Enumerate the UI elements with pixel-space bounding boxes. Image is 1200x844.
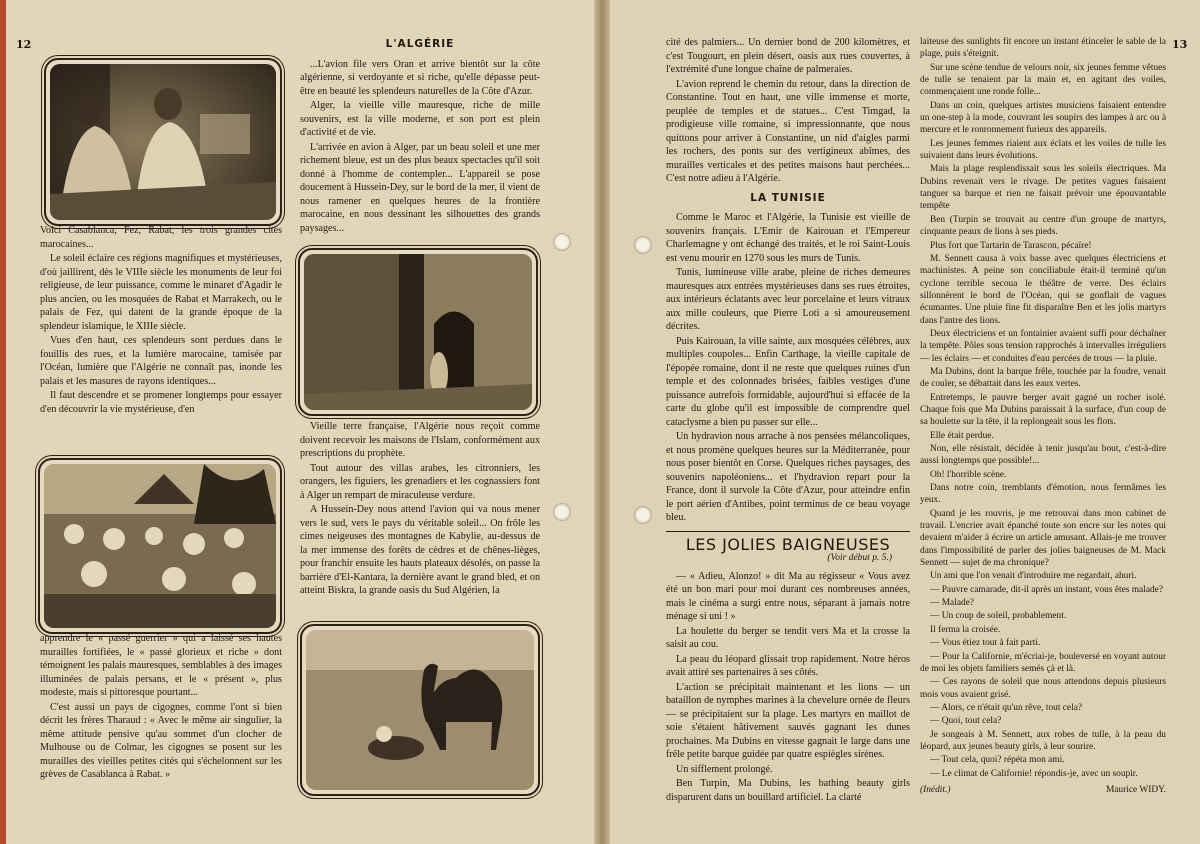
paragraph: — « Adieu, Alonzo! » dit Ma au régisseur « Vous avez été un bon mari pour moi durant ces nombreuses années, mais le cinéma a surgi entre nous, séparant à jamais notre ménage si uni ! » — [666, 570, 910, 622]
photo-camel-desert-image — [306, 630, 534, 790]
paragraph: Sur une scène tendue de velours noir, six jeunes femme vêtues de tulle se tenaient par la main et, en agitant des voiles, commençaient une ronde folle... — [920, 62, 1166, 98]
paragraph: Un ami que l'on venait d'introduire me regardait, ahuri. — [930, 571, 1137, 582]
paragraph: M. Sennett causa à voix basse avec quelques électriciens et machinistes. A peine son conciliabule était-il terminé qu'un cyclone terrible secoua le théâtre de verre. Des éclairs sillonnèrent le bord de l'Océan, qui se gonflait de vagues écumantes. Une pluie fine fit disparaître Ben et les jolis martyrs dans l'antre des lions. — [920, 253, 1166, 326]
paragraph: Quand je les rouvris, je me retrouvai dans mon cabinet de travail. L'encrier avait épanché toute son encre sur les notes qui devaient m'aider à écrire un article amusant. Allais-je me trouver dans l'impossibilité de parler des jolies baigneuses de M. Mack Sennett — sujet de ma chronique? — [920, 508, 1166, 569]
paragraph: Un hydravion nous arrache à nos pensées mélancoliques, et nous promène quelques heures sur la Méditerranée, pour nous poser bientôt en Corse. Quelques riches paysages, des souvenirs napoléoniens... et l'hydravion repart pour la France, dont il survole la Côte d'Azur, pour atteindre enfin le port aérien d'Antibes, point terminus de ce beau voyage bleu. — [666, 431, 910, 523]
paragraph: Comme le Maroc et l'Algérie, la Tunisie est vieille de souvenirs français. L'Emir de Kairouan et l'Empereur Charlemagne y ont échangé des traités, et le roi Saint-Louis est venu mourir en 1270 sous les murs de Tunis. — [666, 212, 910, 264]
paragraph: ...L'avion file vers Oran et arrive bientôt sur la côte algérienne, si verdoyante et si riche, qu'elle dépasse peut-être en beauté les splendeurs naturelles de la Côte d'Azur. — [300, 58, 540, 97]
paragraph: — Un coup de soleil, probablement. — [930, 611, 1067, 622]
section-heading-tunisie: LA TUNISIE — [750, 191, 826, 204]
photo-market-crowd — [38, 458, 282, 634]
paragraph: — Ces rayons de soleil que nous attendons depuis plusieurs mois vous avaient grisé. — [920, 677, 1166, 700]
page-number-right: 13 — [1172, 38, 1188, 51]
paragraph: Ben (Turpin se trouvait au centre d'un groupe de martyrs, cinquante peaux de lions à ses pieds. — [920, 214, 1166, 238]
story-subtitle: (Voir début p. 5.) — [827, 553, 892, 563]
paragraph: Ben Turpin, Ma Dubins, les bathing beauty girls disparurent dans un bouillard artificiel. La clarté — [666, 778, 910, 803]
paragraph: L'avion reprend le chemin du retour, dans la direction de Constantine. Tout en haut, une ville immense et morte, peuplée de temples et de statues... C'est Timgad, la prodigieuse ville romaine, si impressionnante, que nous quittons pour arriver à Constantine, un nid d'aigles parmi les rochers, des ponts sur des vertigineux abîmes, des murailles verticales et des petites maisons haut perchées... C'est notre adieu à l'Algérie. — [666, 78, 910, 184]
paragraph: L'arrivée en avion à Alger, par un beau soleil et une mer richement bleue, est un des plus beaux spectacles qu'il soit donné à l'homme de contempler... L'appareil se pose doucement à Hussein-Dey, sur le bord de la mer, il vient de nous ramener en quelques heures de la frontière marocaine, en nous dessinant les silhouettes des grands paysages... — [300, 141, 540, 234]
paragraph: Mais la plage resplendissait sous les soleils électriques. Ma Dubins revenait vers le rivage. De petites vagues faisaient tanguer sa barque et rien ne faisait prévoir une épouvantable tempête — [920, 164, 1166, 212]
paragraph: C'est aussi un pays de cigognes, comme l'ont si bien décrit les frères Tharaud : « Avec le même air singulier, la même attitude pensive qu'au sommet d'un clocher de Mulhouse ou de Colmar, les cigognes se posent sur les murailles des vieilles petites cités qui s'échelonnent sur les grèves de Casablanca à Rabat. » — [40, 701, 282, 780]
article-col-4 — [920, 36, 1166, 796]
photo-market-crowd-image — [44, 464, 276, 628]
paragraph: Plus fort que Tartarin de Tarascon, pécaïre! — [930, 240, 1092, 251]
author-name: Maurice WIDY. — [1105, 784, 1166, 795]
paragraph: A Hussein-Dey nous attend l'avion qui va nous mener vers le sud, vers le pays du véritable soleil... On frôle les cimes neigeuses des montagnes de Kabylie, au-dessus de la mer immense des forêts de cèdres et de chênes-lièges, pour franchir ensuite les hauts plateaux désolés, on passe la barrière d'El-Kantara, la dernière avant le grand bled, et on atteint Biskra, la grande oasis du Sud Algérien, la — [300, 504, 540, 596]
paragraph: Elle était perdue. — [930, 430, 994, 441]
signature-note: (Inédit.) — [920, 784, 951, 795]
binding-hole — [634, 236, 652, 254]
article-col-1-top — [40, 224, 282, 417]
binding-gutter — [594, 0, 610, 844]
photo-alley-archway-image — [304, 254, 532, 410]
paragraph: Deux électriciens et un fontainier avaient suffi pour déchaîner la tempête. Pôles sous tension rapprochés à intervalles irréguliers — les éclairs — et conduites d'eau percées de trous — la pluie. — [920, 328, 1166, 364]
paragraph: — Pour la Californie, m'écriai-je, bouleversé en voyant autour de moi les objets familiers semés çà et là. — [920, 651, 1166, 674]
paragraph: — Vous étiez tout à fait parti. — [930, 638, 1041, 649]
section-heading-algerie: L'ALGÉRIE — [385, 38, 455, 50]
page-edge — [0, 0, 6, 844]
binding-hole — [553, 503, 571, 521]
paragraph: Oh! l'horrible scène. — [930, 469, 1007, 480]
page-number-left: 12 — [16, 38, 32, 51]
binding-hole — [634, 506, 652, 524]
paragraph: L'action se précipitait maintenant et les lions — un bataillon de nymphes marines à la chevelure ornée de fleurs — se précipitaient sur la plage. Les martyrs en maillot de soie s'étaient hâtivement sauvés gagnant les dunes prochaines. Ma Dubins en vitesse gagnait le large dans une frêle petite barque guidée par quatre espiègles sirènes. — [666, 681, 910, 760]
paragraph: Non, elle résistait, décidée à tenir jusqu'au bout, c'est-à-dire aussi longtemps que possible!... — [920, 444, 1166, 467]
paragraph: Puis Kairouan, la ville sainte, aux mosquées célèbres, aux multiples coupoles... Enfin Carthage, la vieille capitale de l'épopée romaine, dont il ne reste que quelques ruines d'un temple et des colonnades brisées, faibles vestiges d'une puissance autrefois formidable, aujourd'hui si effacée de la carte du globe qu'il est impossible de comprendre quel cataclysme a bien pu passer sur elle... — [666, 335, 910, 428]
paragraph: Voici Casablanca, Fez, Rabat, les trois grandes cités marocaines... — [40, 225, 282, 250]
paragraph: Il faut descendre et se promener longtemps pour essayer d'en découvrir la vie mystérieuse, d'en — [40, 390, 282, 415]
paragraph: Il ferma la croisée. — [930, 624, 1001, 635]
paragraph: — Alors, ce n'était qu'un rêve, tout cela? — [930, 702, 1083, 713]
paragraph: cité des palmiers... Un dernier bond de 200 kilomètres, et c'est Tougourt, en plein désert, oasis aux rues couvertes, à l'extrémité d'une longue chaîne de palmeraies. — [666, 37, 910, 75]
paragraph: — Tout cela, quoi? répéta mon ami. — [930, 755, 1065, 766]
paragraph: Vieille terre française, l'Algérie nous reçoit comme doivent recevoir les maisons de l'Islam, conformément aux prescriptions du prophète. — [300, 421, 540, 459]
story-signature — [920, 784, 1166, 796]
paragraph: Tout autour des villas arabes, les citronniers, les orangers, les figuiers, les grenadiers et les cognassiers font à Alger un rempart de miraculeuse verdure. — [300, 462, 540, 501]
binding-hole — [553, 233, 571, 251]
photo-moroccan-men-image — [50, 64, 276, 220]
article-col-1-bottom — [40, 632, 282, 783]
paragraph: Tunis, lumineuse ville arabe, pleine de riches demeures mauresques aux entrées mystérieuses dans ses rues étroites, aux intérieurs éclatants avec leur porcelaine et leurs vitraux aux mille couleurs, que Pierre Loti a si amoureusement décrites. — [666, 267, 910, 332]
paragraph: — Quoi, tout cela? — [930, 716, 1002, 727]
photo-moroccan-men — [44, 58, 282, 226]
paragraph: Je songeais à M. Sennett, aux robes de tulle, à la peau du léopard, aux jeunes beauty girls, à leur sourire. — [920, 729, 1166, 752]
paragraph: Dans notre coin, tremblants d'émotion, nous fermâmes les yeux. — [920, 483, 1166, 506]
paragraph: Le soleil éclaire ces régions magnifiques et mystérieuses, d'où jaillirent, dès le VIIIe siècle les monuments de leur foi religieuse, de leur puissance, comme le minaret d'Agadir le plus ancien, ou les mosquées de Rabat et Marrakech, ou le palais de Fez, qui datent de la grande époque de la splendeur islamique, le XIIIe siècle. — [40, 253, 282, 332]
article-col-2-middle — [300, 420, 540, 599]
story-title: LES JOLIES BAIGNEUSES — [666, 531, 910, 552]
paragraph: Alger, la vieille ville mauresque, riche de mille souvenirs, est la ville moderne, et son port est plein d'activité et de vie. — [300, 100, 540, 138]
paragraph: Ma Dubins, dont la barque frêle, touchée par la foudre, venait de couler, se débattait dans les eaux vertes. — [920, 366, 1166, 390]
paragraph: Entretemps, le pauvre berger avait gagné un rocher isolé. Chaque fois que Ma Dubins paraissait à la surface, d'un coup de sa houlette sur la tête, il la replongeait sous les flots. — [920, 392, 1166, 428]
paragraph: — Le climat de Californie! répondis-je, avec un soupir. — [930, 768, 1138, 779]
paragraph: laiteuse des sunlights fit encore un instant étinceler le sable de la plage, puis s'éteignit. — [920, 37, 1166, 60]
paragraph: Les jeunes femmes riaient aux éclats et les voiles de tulle les suivaient dans leurs évolutions. — [920, 138, 1166, 162]
photo-alley-archway — [298, 248, 538, 416]
article-col-2-top — [300, 36, 540, 236]
paragraph: Dans un coin, quelques artistes musiciens faisaient entendre un one-step à la mode, couvrant les soupirs des lampes à arc ou à mercure et le ronronnement furieux des appareils. — [920, 100, 1166, 136]
paragraph: — Malade? — [930, 598, 974, 609]
paragraph: La peau du léopard glissait trop rapidement. Notre héros avait attiré ses partenaires à ses côtés. — [666, 653, 910, 678]
photo-camel-desert — [300, 624, 540, 796]
paragraph: — Pauvre camarade, dit-il après un instant, vous êtes malade? — [930, 584, 1163, 595]
paragraph: Vues d'en haut, ces splendeurs sont perdues dans le fouillis des rues, et la lumière marocaine, tamisée par l'Océan, lumière que l'Algérie ne connaît pas, inonde les palais et les masures de rayons identiques... — [40, 335, 282, 387]
paragraph: apprendre le « passé guerrier » qui a laissé ses hautes murailles fortifiées, le « passé glorieux et riche » dont témoignent les palais mauresques, semblables à des images illuminées de palais persans, et le « présent », plus modeste, mais si pittoresque pourtant... — [40, 633, 282, 698]
right-page — [602, 0, 1200, 844]
paragraph: La houlette du berger se tendit vers Ma et la crosse la saisit au cou. — [666, 625, 910, 650]
paragraph: Un sifflement prolongé. — [676, 763, 773, 775]
article-col-3 — [666, 36, 910, 805]
